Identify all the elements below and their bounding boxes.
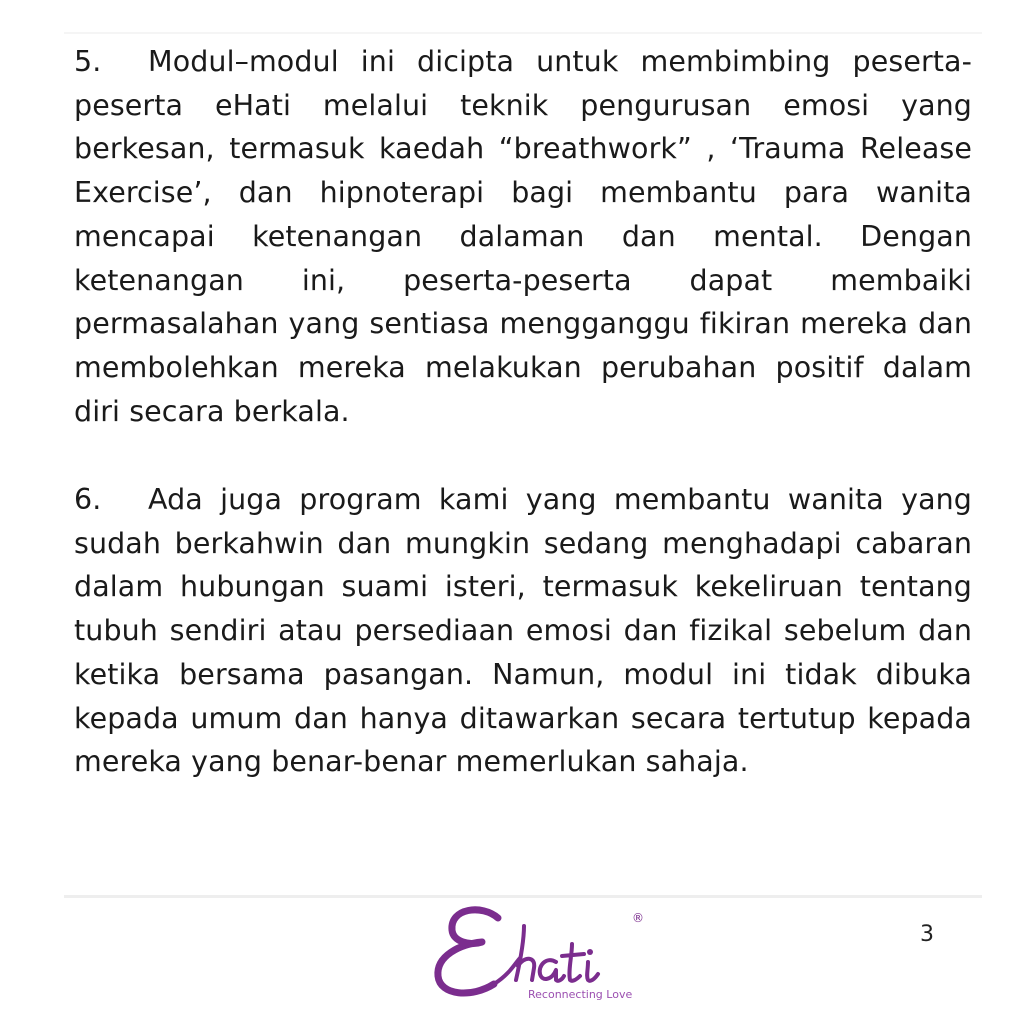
logo-e-stroke <box>438 910 498 993</box>
paragraph-6-number: 6. <box>74 483 102 516</box>
footer-divider <box>64 895 982 898</box>
logo-i-stroke <box>587 962 598 981</box>
registered-mark: ® <box>632 911 644 925</box>
paragraph-5-number: 5. <box>74 45 102 78</box>
ehati-logo <box>420 900 660 1010</box>
paragraph-5-text: Modul–modul ini dicipta untuk membimbing peserta-peserta eHati melalui teknik pengurusan emosi yang berkesan, termasuk kaedah “breathwork” , ‘Trauma Release Exercise’, dan hipnoterapi bagi membantu para wanita mencapai ketenangan dalaman dan mental. Dengan ketenangan ini, peserta-peserta dapat membaiki permasalahan yang sentiasa mengganggu fikiran mereka dan membolehkan mereka melakukan perubahan positif dalam diri secara berkala. <box>74 45 972 428</box>
logo-i-dot <box>587 949 593 955</box>
page-number: 3 <box>920 922 934 947</box>
logo-h-stroke <box>516 926 534 980</box>
logo-a-stroke <box>540 960 564 981</box>
logo-tagline: Reconnecting Love <box>528 988 633 1001</box>
top-divider <box>64 32 982 34</box>
paragraph-6 <box>74 478 972 784</box>
paragraph-6-text: Ada juga program kami yang membantu wanita yang sudah berkahwin dan mungkin sedang menghadapi cabaran dalam hubungan suami isteri, termasuk kekeliruan tentang tubuh sendiri atau persediaan emosi dan fizikal sebelum dan ketika bersama pasangan. Namun, modul ini tidak dibuka kepada umum dan hanya ditawarkan secara tertutup kepada mereka yang benar-benar memerlukan sahaja. <box>74 483 972 779</box>
paragraph-5 <box>74 40 972 433</box>
